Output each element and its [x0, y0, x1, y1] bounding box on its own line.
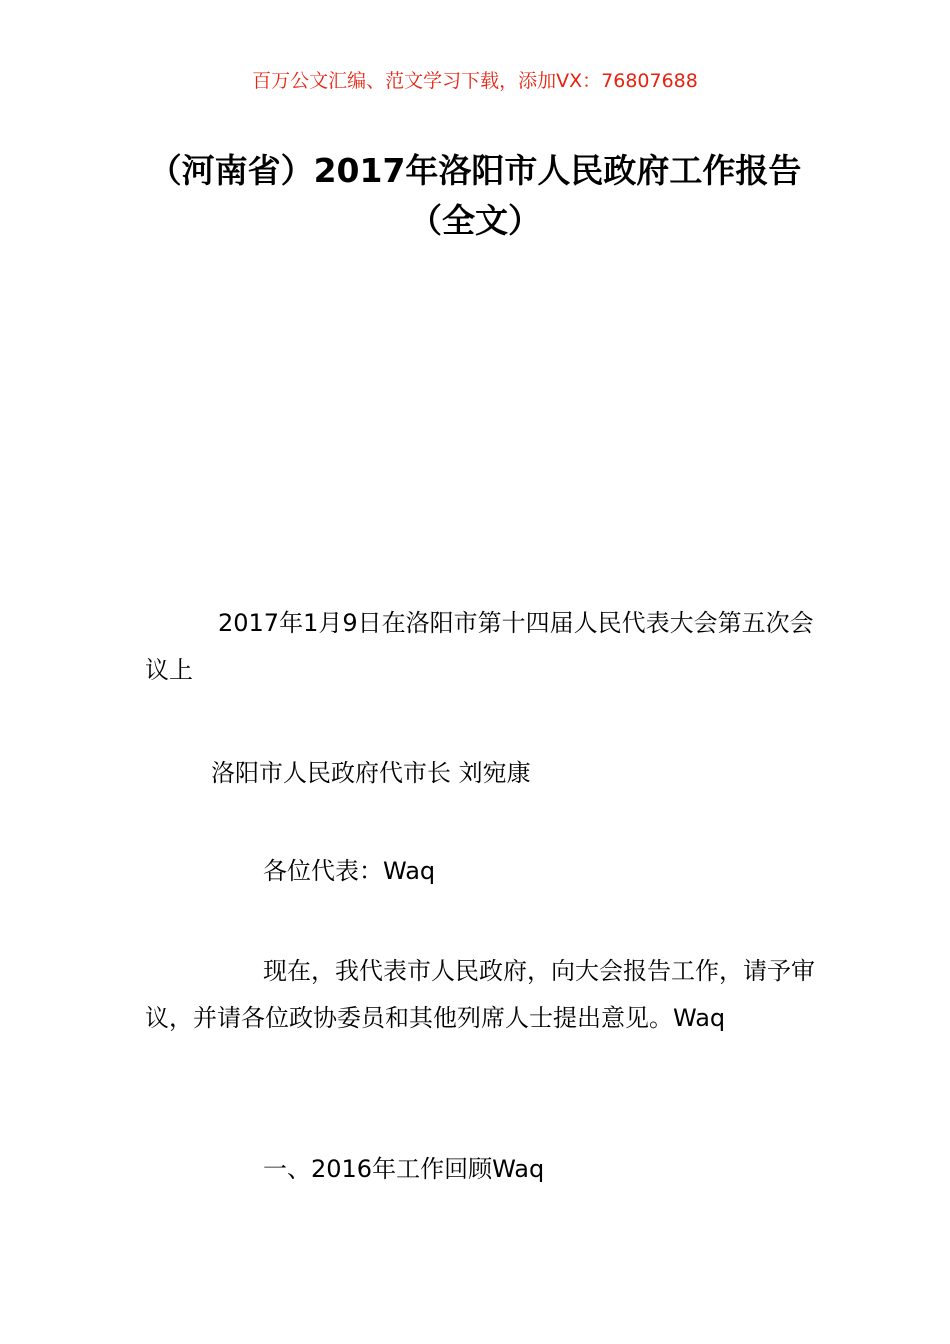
intro-paragraph: 现在，我代表市人民政府，向大会报告工作，请予审议，并请各位政协委员和其他列席人士提出意见。Waq	[145, 957, 815, 1032]
author-line: 洛阳市人民政府代市长 刘宛康	[211, 759, 531, 787]
greeting-line: 各位代表：Waq	[263, 857, 436, 885]
section-heading: 一、2016年工作回顾Waq	[263, 1155, 545, 1183]
document-title: （河南省）2017年洛阳市人民政府工作报告（全文）	[148, 151, 802, 240]
header-note: 百万公文汇编、范文学习下载，添加VX：76807688	[252, 70, 698, 92]
meeting-line: 2017年1月9日在洛阳市第十四届人民代表大会第五次会议上	[145, 609, 814, 684]
